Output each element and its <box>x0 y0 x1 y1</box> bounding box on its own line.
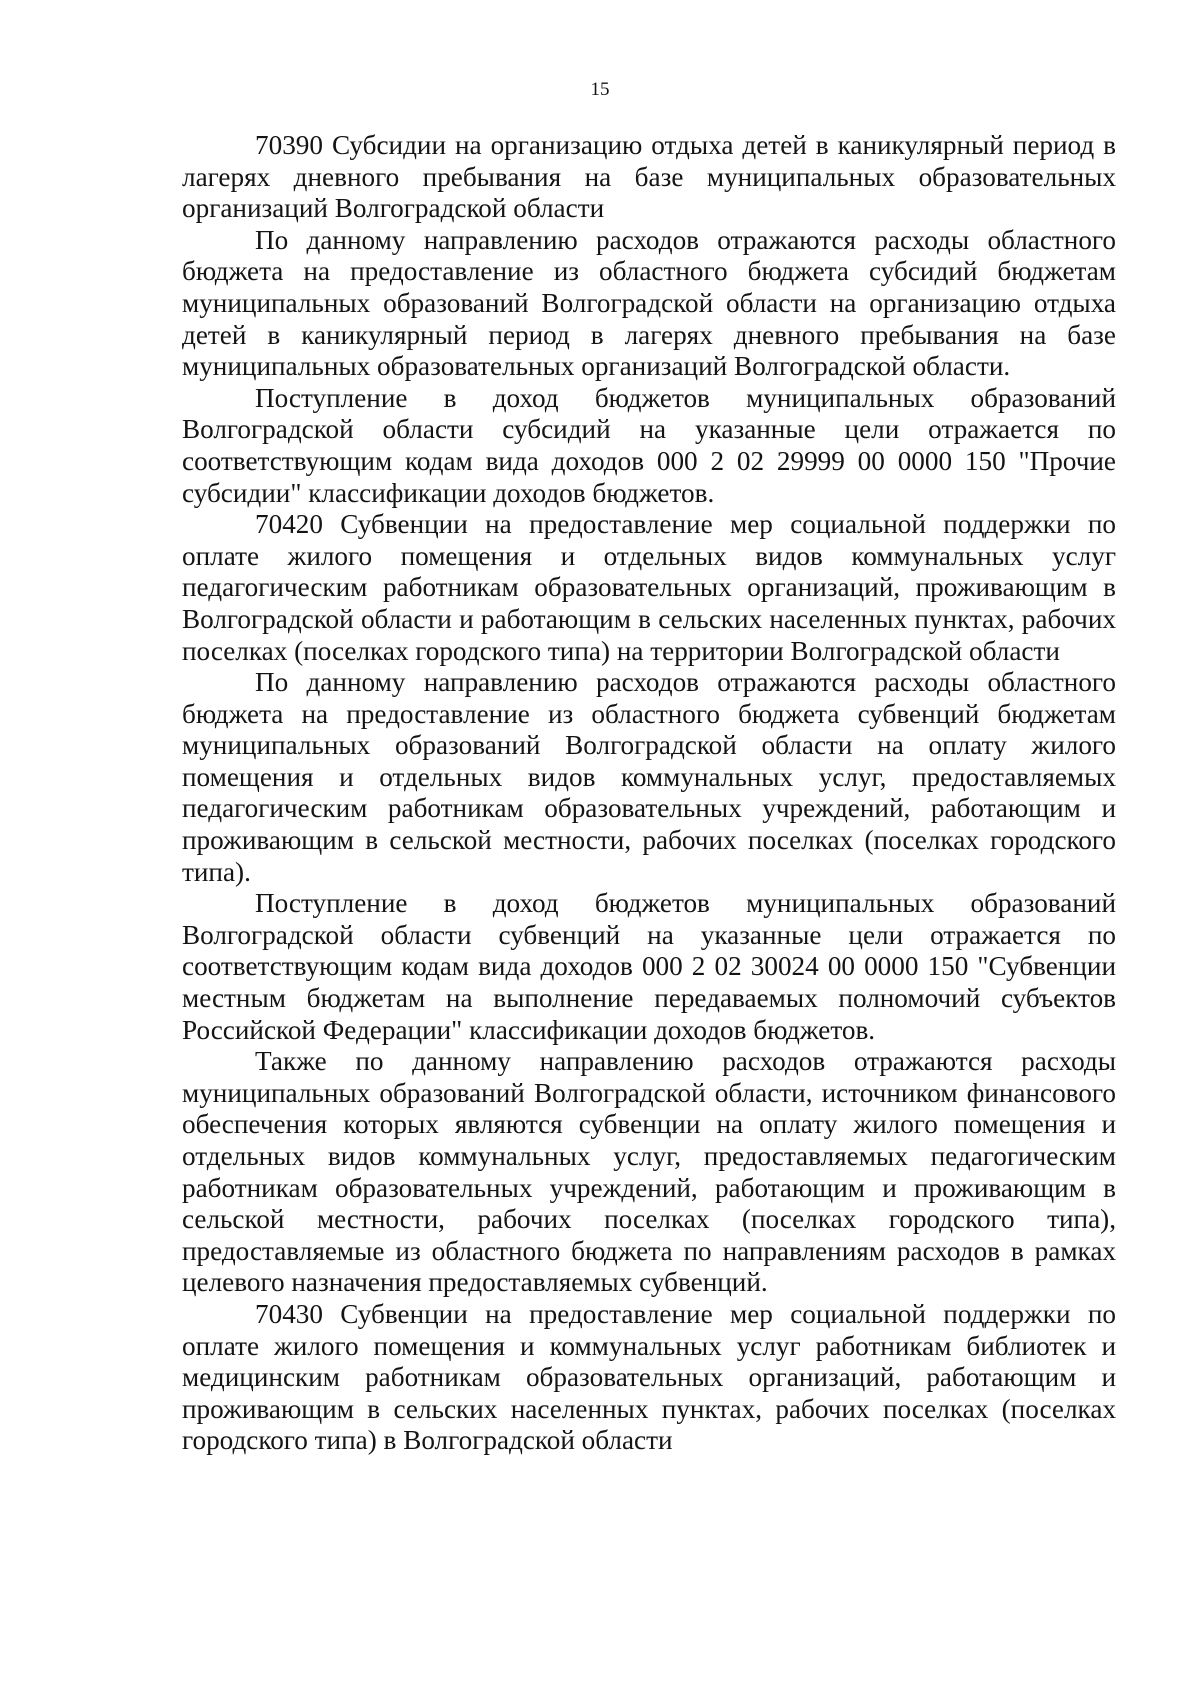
section-heading-70430: 70430 Субвенции на предоставление мер социальной поддержки по оплате жилого помещения и коммунальных услуг работникам библиотек и медицинским работникам образовательных организаций, работающим и проживающим в сельских населенных пунктах, рабочих поселках (поселках городского типа) в Волгоградской области <box>182 1298 1116 1456</box>
page-number: 15 <box>590 79 610 100</box>
paragraph: Поступление в доход бюджетов муниципальных образований Волгоградской области субсидий на указанные цели отражается по соответствующим кодам вида доходов 000 2 02 29999 00 0000 150 "Прочие субсидии" классификации доходов бюджетов. <box>182 382 1116 508</box>
paragraph: По данному направлению расходов отражаются расходы областного бюджета на предоставление из областного бюджета субсидий бюджетам муниципальных образований Волгоградской области на организацию отдыха детей в каникулярный период в лагерях дневного пребывания на базе муниципальных образовательных организаций Волгоградской области. <box>182 224 1116 382</box>
section-heading-70390: 70390 Субсидии на организацию отдыха детей в каникулярный период в лагерях дневного пребывания на базе муниципальных образовательных организаций Волгоградской области <box>182 130 1116 224</box>
document-body <box>182 130 1116 1457</box>
paragraph: Поступление в доход бюджетов муниципальных образований Волгоградской области субвенций на указанные цели отражается по соответствующим кодам вида доходов 000 2 02 30024 00 0000 150 "Субвенции местным бюджетам на выполнение передаваемых полномочий субъектов Российской Федерации" классификации доходов бюджетов. <box>182 888 1116 1045</box>
paragraph: Также по данному направлению расходов отражаются расходы муниципальных образований Волгоградской области, источником финансового обеспечения которых являются субвенции на оплату жилого помещения и отдельных видов коммунальных услуг, предоставляемых педагогическим работникам образовательных учреждений, работающим и проживающим в сельской местности, рабочих поселках (поселках городского типа), предоставляемые из областного бюджета по направлениям расходов в рамках целевого назначения предоставляемых субвенций. <box>182 1046 1116 1298</box>
paragraph: По данному направлению расходов отражаются расходы областного бюджета на предоставление из областного бюджета субвенций бюджетам муниципальных образований Волгоградской области на оплату жилого помещения и отдельных видов коммунальных услуг, предоставляемых педагогическим работникам образовательных учреждений, работающим и проживающим в сельской местности, рабочих поселках (поселках городского типа). <box>182 667 1116 887</box>
section-heading-70420: 70420 Субвенции на предоставление мер социальной поддержки по оплате жилого помещения и отдельных видов коммунальных услуг педагогическим работникам образовательных организаций, проживающим в Волгоградской области и работающим в сельских населенных пунктах, рабочих поселках (поселках городского типа) на территории Волгоградской области <box>182 509 1116 666</box>
